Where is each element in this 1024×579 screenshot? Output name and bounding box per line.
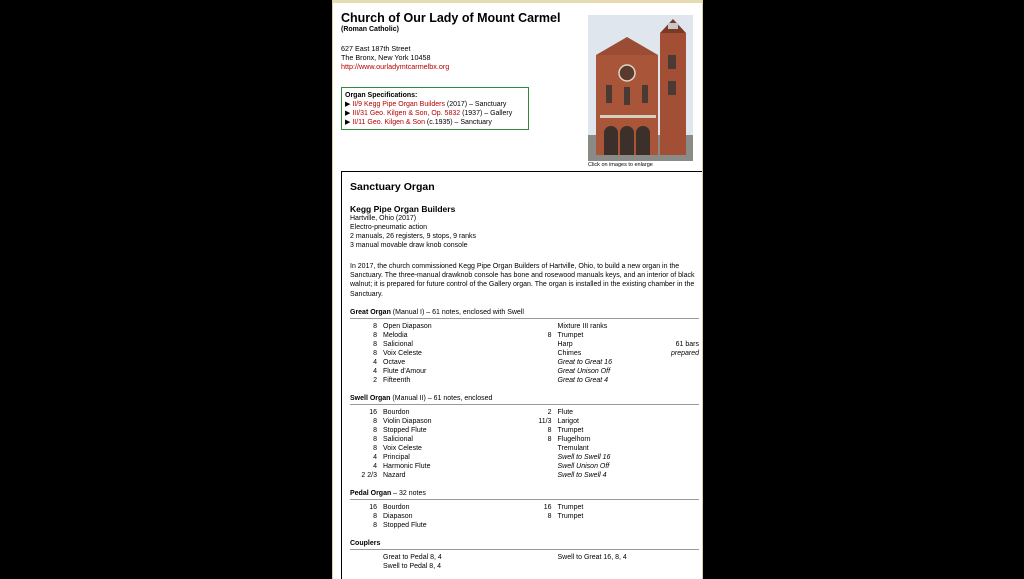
- stop-pitch: [525, 471, 558, 480]
- stop-name: Bourdon: [383, 503, 410, 511]
- stop-note: [659, 331, 699, 340]
- address-line-2: The Bronx, New York 10458: [341, 53, 431, 62]
- organ-detail-line: Hartville, Ohio (2017): [350, 215, 417, 222]
- stop-row: [350, 462, 525, 471]
- stop-row: [525, 426, 700, 435]
- great-left-column: [350, 322, 525, 385]
- great-organ-header: [350, 309, 699, 319]
- stop-row: [350, 340, 525, 349]
- address-block: [341, 44, 449, 71]
- swell-organ-name: Swell Organ: [350, 394, 391, 402]
- stop-pitch: 8: [547, 435, 552, 443]
- stop-row: [525, 340, 700, 349]
- stop-name: Larigot: [557, 417, 579, 425]
- page-title: Church of Our Lady of Mount Carmel: [341, 11, 561, 25]
- organ-specifications-box: [341, 87, 529, 130]
- stop-row: [350, 453, 525, 462]
- organ-detail-line: 2 manuals, 26 registers, 9 stops, 9 ranks: [350, 233, 477, 240]
- spec-item: ▶ III/31 Geo. Kilgen & Son, Op. 5832 (1937) – Gallery: [345, 110, 513, 117]
- stop-row: [525, 462, 700, 471]
- stop-name: Chimes: [557, 349, 582, 357]
- stop-note: [659, 322, 699, 331]
- stop-name: Salicional: [383, 435, 413, 443]
- stop-name: Harp: [557, 340, 573, 348]
- stop-name: Trumpet: [557, 503, 584, 511]
- stop-row: [350, 444, 525, 453]
- church-website-link[interactable]: http://www.ourladymtcarmelbx.org: [341, 62, 450, 71]
- stop-name: Principal: [383, 453, 410, 461]
- swell-organ-info: (Manual II) – 61 notes, enclosed: [390, 394, 493, 402]
- specifications-list: [345, 100, 525, 127]
- stop-pitch: [525, 367, 558, 376]
- couplers-right-column: [525, 553, 700, 571]
- organ-description: In 2017, the church commissioned Kegg Pipe Organ Builders of Hartville, Ohio, to build a new organ in the Sanctuary. The three-manual drawknob console has bone and rosewood manuals keys, and an interior of black walnut; it is prepared for future control of the Gallery organ. The organ is installed in the existing chamber in the Sanctuary.: [350, 263, 695, 298]
- pedal-organ-stops: [350, 503, 699, 530]
- stop-name: Flute d'Amour: [383, 367, 427, 375]
- stop-row: [350, 376, 525, 385]
- stop-row: [350, 521, 525, 530]
- stop-row: [525, 322, 700, 331]
- stop-row: [350, 426, 525, 435]
- stop-pitch: 16: [369, 408, 377, 416]
- stop-pitch: 4: [373, 367, 377, 375]
- spec-detail: (2017) – Sanctuary: [444, 101, 507, 108]
- swell-right-column: [525, 408, 700, 480]
- stop-name: Trumpet: [557, 331, 584, 339]
- stop-row: [525, 349, 700, 358]
- stop-name: Trumpet: [557, 512, 584, 520]
- spec-item: ▶ II/9 Kegg Pipe Organ Builders (2017) – Sanctuary: [345, 101, 507, 108]
- organ-detail-line: Electro-pneumatic action: [350, 224, 428, 231]
- stop-name: Voix Celeste: [383, 444, 422, 452]
- stop-row: [350, 358, 525, 367]
- stop-pitch: 2 2/3: [361, 471, 377, 479]
- stop-pitch: [525, 453, 558, 462]
- church-photo[interactable]: [588, 15, 693, 161]
- denomination: (Roman Catholic): [341, 26, 399, 33]
- stop-name: Swell Unison Off: [557, 462, 610, 470]
- stop-row: [350, 435, 525, 444]
- spec-item: ▶ II/11 Geo. Kilgen & Son (c.1935) – Sanctuary: [345, 119, 492, 126]
- stop-note: 61 bars: [675, 340, 699, 348]
- builder-name: Kegg Pipe Organ Builders: [350, 204, 456, 214]
- stop-name: Great Unison Off: [557, 367, 611, 375]
- stop-row: [525, 435, 700, 444]
- stop-row: [350, 349, 525, 358]
- sanctuary-organ-panel: [341, 171, 703, 579]
- organ-details: [350, 214, 699, 250]
- stop-row: [525, 408, 700, 417]
- stop-pitch: 8: [373, 322, 377, 330]
- spec-link[interactable]: III/31 Geo. Kilgen & Son, Op. 5832: [352, 110, 461, 117]
- section-title: Sanctuary Organ: [350, 181, 435, 193]
- stop-row: [525, 503, 700, 512]
- stop-pitch: 8: [373, 426, 377, 434]
- stop-pitch: 16: [369, 503, 377, 511]
- stop-pitch: 8: [373, 512, 377, 520]
- address-line-1: 627 East 187th Street: [341, 44, 411, 53]
- couplers-name: Couplers: [350, 539, 381, 547]
- stop-pitch: 4: [373, 462, 377, 470]
- specifications-header: Organ Specifications:: [345, 92, 418, 99]
- stop-row: [525, 358, 700, 367]
- stop-row: [350, 408, 525, 417]
- stop-name: Swell to Swell 4: [557, 471, 607, 479]
- stop-pitch: 16: [543, 503, 552, 511]
- stop-pitch: 8: [547, 331, 552, 339]
- stop-row: [350, 417, 525, 426]
- stop-pitch: [525, 462, 558, 471]
- stop-name: Trumpet: [557, 426, 584, 434]
- stop-row: [525, 376, 700, 385]
- organ-detail-line: 3 manual movable draw knob console: [350, 242, 468, 249]
- stop-name: Stopped Flute: [383, 426, 427, 434]
- swell-organ-stops: [350, 408, 699, 480]
- stop-row: [525, 512, 700, 521]
- stop-row: [525, 471, 700, 480]
- stop-name: Voix Celeste: [383, 349, 422, 357]
- stop-row: [525, 331, 700, 340]
- coupler-item: Swell to Pedal 8, 4: [383, 562, 441, 570]
- stop-pitch: 8: [373, 417, 377, 425]
- stop-name: Harmonic Flute: [383, 462, 431, 470]
- stop-pitch: 8: [373, 435, 377, 443]
- stop-name: Bourdon: [383, 408, 410, 416]
- stop-name: Mixture III ranks: [557, 322, 608, 330]
- stop-pitch: [525, 340, 558, 349]
- stop-row: [350, 331, 525, 340]
- content-page: [332, 0, 703, 579]
- stop-pitch: 8: [547, 512, 552, 520]
- stop-row: [350, 322, 525, 331]
- stop-name: Nazard: [383, 471, 406, 479]
- stop-pitch: 8: [373, 521, 377, 529]
- coupler-item: Great to Pedal 8, 4: [383, 553, 442, 561]
- coupler-item: Swell to Great 16, 8, 4: [557, 553, 627, 561]
- stop-pitch: 8: [547, 426, 552, 434]
- stop-name: Octave: [383, 358, 406, 366]
- stop-pitch: 2: [373, 376, 377, 384]
- stop-name: Swell to Swell 16: [557, 453, 611, 461]
- stop-name: Flute: [557, 408, 574, 416]
- stop-note: [659, 376, 699, 385]
- stop-note: prepared: [670, 349, 699, 357]
- stop-pitch: 4: [373, 453, 377, 461]
- great-organ-stops: [350, 322, 699, 385]
- swell-organ-header: [350, 395, 699, 405]
- stop-row: [525, 453, 700, 462]
- stop-row: [350, 512, 525, 521]
- stop-pitch: 8: [373, 331, 377, 339]
- image-caption: Click on images to enlarge: [588, 162, 653, 168]
- stop-name: Salicional: [383, 340, 413, 348]
- stop-pitch: 8: [373, 340, 377, 348]
- couplers-left-column: [350, 553, 525, 571]
- stop-note: [659, 367, 699, 376]
- spec-detail: (c.1935) – Sanctuary: [424, 119, 492, 126]
- stop-row: [350, 503, 525, 512]
- great-right-column: [525, 322, 700, 385]
- stop-name: Fifteenth: [383, 376, 411, 384]
- stop-pitch: 8: [373, 349, 377, 357]
- stop-pitch: 2: [547, 408, 552, 416]
- stop-pitch: [525, 358, 558, 367]
- stop-name: Melodia: [383, 331, 408, 339]
- stop-pitch: 4: [373, 358, 377, 366]
- stop-name: Diapason: [383, 512, 413, 520]
- church-photo-image[interactable]: [588, 15, 693, 161]
- stop-pitch: 8: [373, 444, 377, 452]
- stop-pitch: [525, 376, 558, 385]
- spec-detail: (1937) – Gallery: [460, 110, 513, 117]
- pedal-right-column: [525, 503, 700, 530]
- stop-row: [525, 367, 700, 376]
- stop-pitch: [525, 322, 558, 331]
- great-organ-name: Great Organ: [350, 308, 391, 316]
- stop-pitch: 11/3: [538, 417, 552, 425]
- stop-name: Great to Great 16: [557, 358, 612, 366]
- pedal-organ-header: [350, 490, 699, 500]
- stop-name: Flugelhorn: [557, 435, 591, 443]
- stop-pitch: [525, 349, 558, 358]
- pedal-organ-name: Pedal Organ: [350, 489, 392, 497]
- pedal-organ-info: – 32 notes: [391, 489, 426, 497]
- spec-link[interactable]: II/9 Kegg Pipe Organ Builders: [352, 101, 445, 108]
- couplers-list: [350, 553, 699, 571]
- stop-row: [525, 444, 700, 453]
- stop-name: Tremulant: [557, 444, 589, 452]
- pedal-left-column: [350, 503, 525, 530]
- spec-link[interactable]: II/11 Geo. Kilgen & Son: [352, 119, 425, 126]
- great-organ-info: (Manual I) – 61 notes, enclosed with Swell: [390, 308, 524, 316]
- stop-pitch: [525, 444, 558, 453]
- stop-row: [525, 417, 700, 426]
- stop-name: Stopped Flute: [383, 521, 427, 529]
- stop-row: [350, 471, 525, 480]
- stop-name: Open Diapason: [383, 322, 432, 330]
- swell-left-column: [350, 408, 525, 480]
- stop-name: Violin Diapason: [383, 417, 432, 425]
- couplers-header: [350, 540, 699, 550]
- stop-row: [350, 367, 525, 376]
- stop-note: [659, 358, 699, 367]
- stop-name: Great to Great 4: [557, 376, 609, 384]
